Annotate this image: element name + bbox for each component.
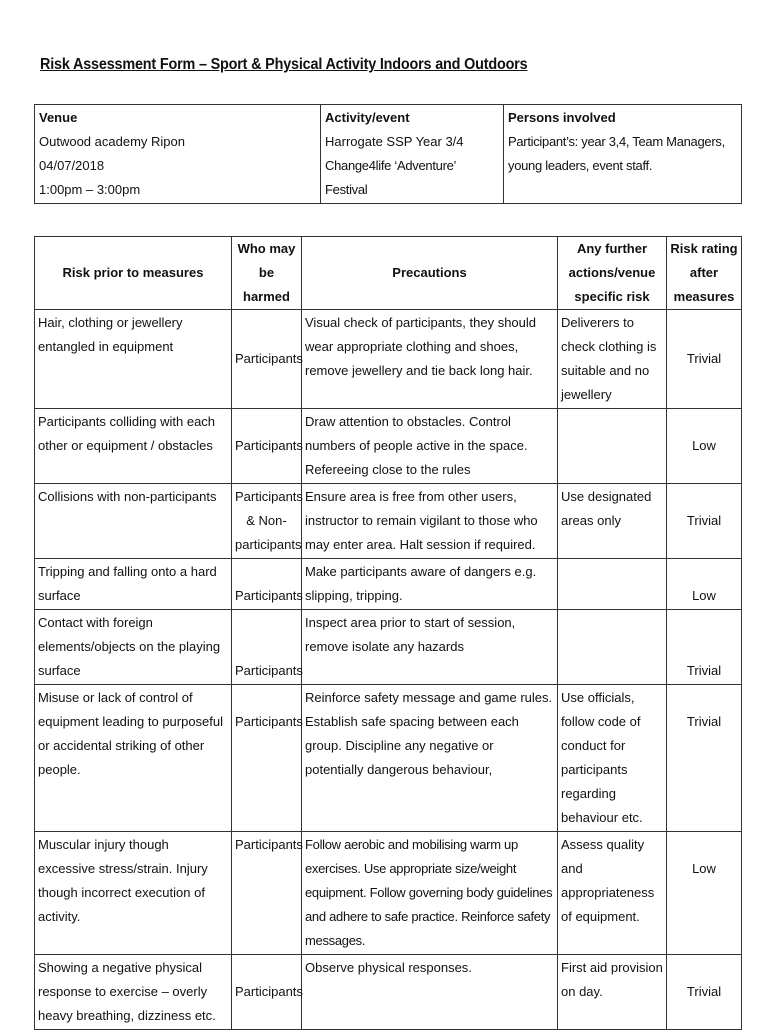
header-rating: Risk rating after measures: [667, 237, 742, 310]
venue-name: Outwood academy Ripon: [39, 134, 185, 149]
venue-date: 04/07/2018: [39, 158, 105, 173]
activity-cell: [321, 105, 504, 204]
cell-who: Participants: [232, 310, 302, 409]
cell-further: [558, 610, 667, 685]
cell-precautions: Make participants aware of dangers e.g. slipping, tripping.: [302, 559, 558, 610]
cell-who: Participants: [232, 559, 302, 610]
venue-time: 1:00pm – 3:00pm: [39, 182, 141, 197]
cell-who: Participants: [232, 610, 302, 685]
cell-risk: Muscular injury though excessive stress/strain. Injury though incorrect execution of activity.: [35, 832, 232, 955]
table-row: [35, 310, 742, 409]
cell-further: Use officials, follow code of conduct for participants regarding behaviour etc.: [558, 685, 667, 832]
cell-rating: Low: [667, 832, 742, 955]
cell-who: Participants & Non-participants: [232, 484, 302, 559]
cell-precautions: Ensure area is free from other users, instructor to remain vigilant to those who may enter area. Halt session if required.: [302, 484, 558, 559]
cell-further: Deliverers to check clothing is suitable and no jewellery: [558, 310, 667, 409]
cell-risk: Hair, clothing or jewellery entangled in equipment: [35, 310, 232, 409]
cell-rating: Trivial: [667, 955, 742, 1030]
header-precautions: Precautions: [302, 237, 558, 310]
cell-further: Use designated areas only: [558, 484, 667, 559]
risk-table-header: [35, 237, 742, 310]
cell-further: First aid provision on day.: [558, 955, 667, 1030]
cell-precautions: Follow aerobic and mobilising warm up exercises. Use appropriate size/weight equipment. Follow governing body guidelines and adhere to safe practice. Reinforce safety messages.: [302, 832, 558, 955]
cell-rating: Low: [667, 559, 742, 610]
venue-heading: Venue: [39, 110, 78, 125]
table-row: [35, 610, 742, 685]
persons-text: Participant’s: year 3,4, Team Managers, young leaders, event staff.: [508, 134, 725, 173]
cell-precautions: Draw attention to obstacles. Control numbers of people active in the space. Refereeing close to the rules: [302, 409, 558, 484]
cell-precautions: Visual check of participants, they should wear appropriate clothing and shoes, remove jewellery and tie back long hair.: [302, 310, 558, 409]
cell-risk: Collisions with non-participants: [35, 484, 232, 559]
persons-cell: [504, 105, 742, 204]
cell-who: Participants: [232, 685, 302, 832]
cell-risk: Showing a negative physical response to exercise – overly heavy breathing, dizziness etc.: [35, 955, 232, 1030]
cell-precautions: Inspect area prior to start of session, remove isolate any hazards: [302, 610, 558, 685]
cell-rating: Trivial: [667, 484, 742, 559]
cell-further: [558, 559, 667, 610]
table-row: [35, 832, 742, 955]
cell-precautions: Observe physical responses.: [302, 955, 558, 1030]
cell-rating: Trivial: [667, 610, 742, 685]
venue-cell: [35, 105, 321, 204]
table-row: [35, 484, 742, 559]
cell-further: Assess quality and appropriateness of equipment.: [558, 832, 667, 955]
table-row: [35, 409, 742, 484]
cell-risk: Misuse or lack of control of equipment leading to purposeful or accidental striking of other people.: [35, 685, 232, 832]
cell-rating: Trivial: [667, 685, 742, 832]
cell-who: Participants: [232, 955, 302, 1030]
header-further: Any further actions/venue specific risk: [558, 237, 667, 310]
cell-precautions: Reinforce safety message and game rules. Establish safe spacing between each group. Discipline any negative or potentially dangerous behaviour,: [302, 685, 558, 832]
persons-heading: Persons involved: [508, 110, 616, 125]
page-title: Risk Assessment Form – Sport & Physical Activity Indoors and Outdoors: [40, 56, 528, 73]
header-risk: Risk prior to measures: [35, 237, 232, 310]
info-table: [34, 104, 742, 204]
cell-risk: Participants colliding with each other or equipment / obstacles: [35, 409, 232, 484]
table-row: [35, 685, 742, 832]
table-row: [35, 955, 742, 1030]
activity-line-1: Harrogate SSP Year 3/4: [325, 134, 464, 149]
cell-risk: Tripping and falling onto a hard surface: [35, 559, 232, 610]
cell-further: [558, 409, 667, 484]
table-row: [35, 559, 742, 610]
cell-who: Participants: [232, 409, 302, 484]
header-who: Who may be harmed: [232, 237, 302, 310]
cell-rating: Low: [667, 409, 742, 484]
cell-who: Participants: [232, 832, 302, 955]
cell-rating: Trivial: [667, 310, 742, 409]
activity-heading: Activity/event: [325, 110, 410, 125]
activity-line-2: Change4life ‘Adventure’ Festival: [325, 158, 456, 197]
risk-table: [34, 236, 742, 1030]
cell-risk: Contact with foreign elements/objects on the playing surface: [35, 610, 232, 685]
